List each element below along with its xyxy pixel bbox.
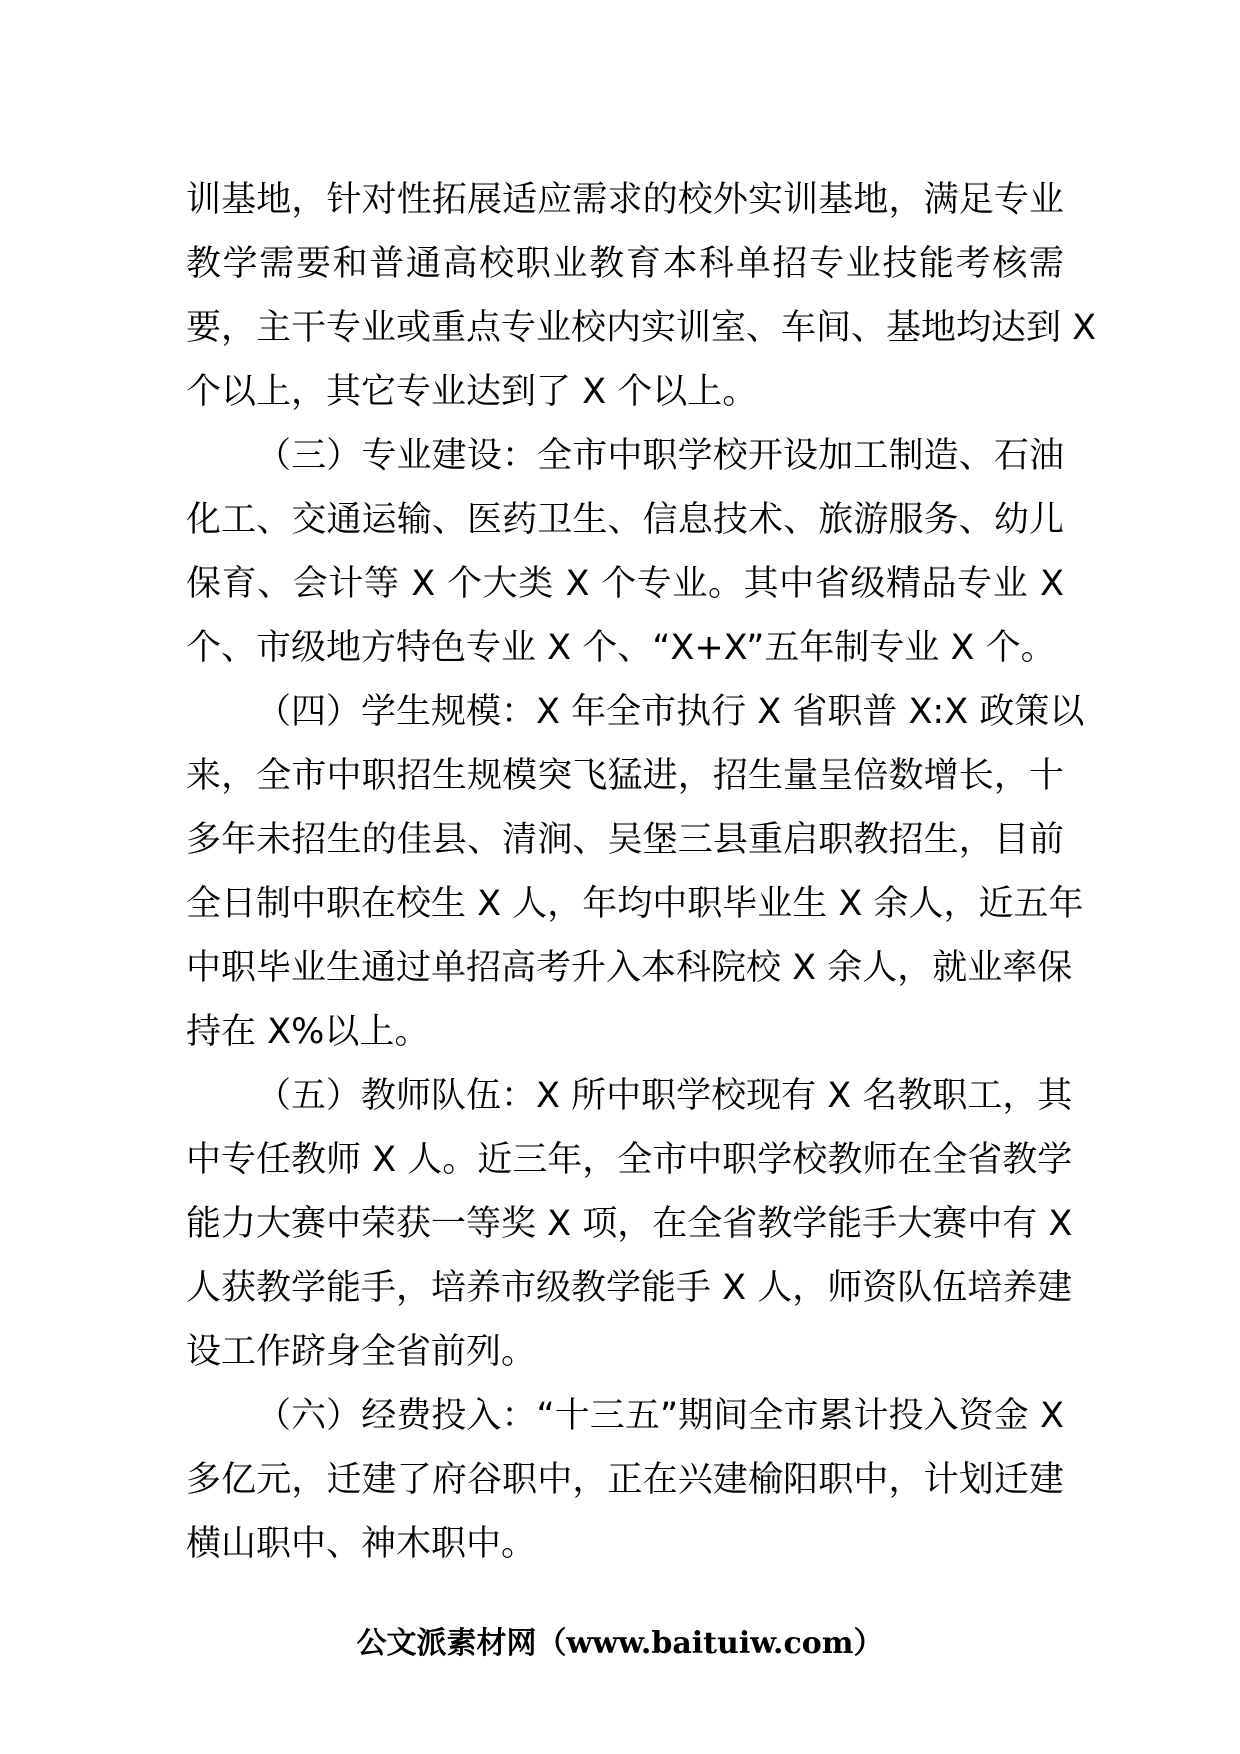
text-line: 横山职中、神木职中。	[186, 1524, 537, 1564]
footer-watermark-text: 公文派素材网（www.baituiw.com）	[356, 1626, 884, 1661]
text-line: 中专任教师 X 人。近三年，全市中职学校教师在全省教学	[186, 1140, 1073, 1180]
text-line: 要，主干专业或重点专业校内实训室、车间、基地均达到 X	[186, 308, 1097, 348]
text-line: 设工作跻身全省前列。	[186, 1332, 537, 1372]
text-line: 全日制中职在校生 X 人，年均中职毕业生 X 余人，近五年	[186, 884, 1084, 924]
text-line: 来，全市中职招生规模突飞猛进，招生量呈倍数增长，十	[186, 756, 1064, 796]
paragraph-heading-line: （六）经费投入：“十三五”期间全市累计投入资金 X	[256, 1396, 1064, 1436]
paragraph-heading-line: （三）专业建设：全市中职学校开设加工制造、石油	[256, 436, 1064, 476]
text-line: 人获教学能手，培养市级教学能手 X 人，师资队伍培养建	[186, 1268, 1073, 1308]
text-line: 教学需要和普通高校职业教育本科单招专业技能考核需	[186, 244, 1064, 284]
paragraph-heading-line: （四）学生规模：X 年全市执行 X 省职普 X:X 政策以	[256, 692, 1085, 732]
text-line: 化工、交通运输、医药卫生、信息技术、旅游服务、幼儿	[186, 500, 1064, 540]
text-line: 能力大赛中荣获一等奖 X 项，在全省教学能手大赛中有 X	[186, 1204, 1073, 1244]
text-line: 多亿元，迁建了府谷职中，正在兴建榆阳职中，计划迁建	[186, 1460, 1064, 1500]
text-line: 中职毕业生通过单招高考升入本科院校 X 余人，就业率保	[186, 948, 1073, 988]
text-line: 个以上，其它专业达到了 X 个以上。	[186, 372, 758, 412]
text-line: 多年未招生的佳县、清涧、吴堡三县重启职教招生，目前	[186, 820, 1064, 860]
text-line: 保育、会计等 X 个大类 X 个专业。其中省级精品专业 X	[186, 564, 1064, 604]
text-line: 训基地，针对性拓展适应需求的校外实训基地，满足专业	[186, 180, 1064, 220]
document-body	[186, 168, 1097, 1576]
text-line: 个、市级地方特色专业 X 个、“X+X”五年制专业 X 个。	[186, 628, 1056, 668]
paragraph-heading-line: （五）教师队伍：X 所中职学校现有 X 名教职工，其	[256, 1076, 1073, 1116]
text-line: 持在 X%以上。	[186, 1012, 430, 1052]
